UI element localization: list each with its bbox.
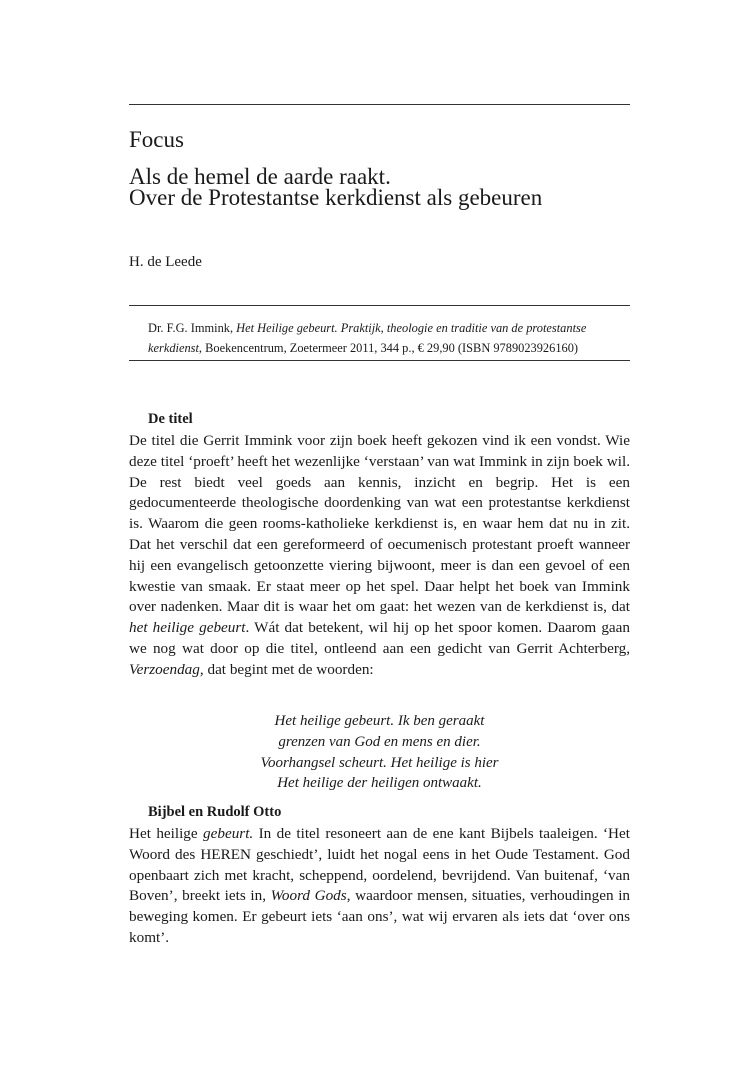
article-title	[129, 166, 542, 208]
poem-line: Voorhangsel scheurt. Het heilige is hier	[260, 754, 499, 771]
section-label: Focus	[129, 127, 184, 152]
poem-line: grenzen van God en mens en dier.	[278, 733, 481, 750]
top-rule	[129, 104, 630, 105]
title-line-1: Als de hemel de aarde raakt.	[129, 164, 391, 189]
review-top-rule	[129, 305, 630, 306]
review-book-title: Het Heilige gebeurt. Praktijk, theologie en traditie van de protestantse kerkdienst	[148, 321, 587, 355]
poem-line: Het heilige der heiligen ontwaakt.	[277, 775, 482, 792]
paragraph-text: De titel die Gerrit Immink voor zijn boek heeft gekozen vind ik een vondst. Wie deze titel ‘proeft’ heeft het wezenlijke ‘verstaan’ van wat Immink in zijn boek wil. De rest biedt veel goeds aan kennis, inzicht en begrip. Het is een gedocumenteerde theologische doordenking van wat een protestantse kerkdienst is. Waarom die geen rooms-katholieke kerkdienst is, en waar hem dat nu in zit. Dat het verschil dat een gereformeerd of oecumenisch protestant proeft wanneer hij een evangelisch getoonzette viering bijwoont, meer is dan een gevoel of een kwestie van smaak. Er staat meer op het spel. Daar helpt het boek van Immink over nadenken. Maar dit is waar het om gaat: het wezen van de kerkdienst is, dat	[129, 432, 630, 616]
paragraph-emphasis: het heilige gebeurt	[129, 619, 246, 637]
review-citation	[148, 318, 630, 358]
paragraph-text: , dat begint met de woorden:	[199, 660, 374, 678]
article-author: H. de Leede	[129, 254, 202, 270]
paragraph-text: In de titel resoneert aan de ene kant Bijbels taaleigen. ‘Het Woord des HEREN geschiedt’, luidt het nogal eens in het Oude Testament. God openbaart zich met kracht, scheppend, oordelend, bevrijdend. Van buitenaf, ‘van Boven’, breekt iets in,	[129, 825, 630, 905]
section-heading-de-titel: De titel	[148, 411, 193, 427]
poem	[129, 711, 630, 794]
paragraph-emphasis: Woord Gods	[270, 887, 347, 905]
paragraph-text: Het heilige	[129, 825, 204, 842]
review-publication: , Boekencentrum, Zoetermeer 2011, 344 p., € 29,90 (ISBN 9789023926160)	[198, 341, 579, 355]
paragraph-text: , waardoor mensen, situaties, verhoudingen in beweging komen. Er gebeurt iets ‘aan ons’, wat wij ervaren als iets dat ‘over ons komt’.	[129, 887, 631, 946]
paragraph-emphasis: gebeurt.	[203, 825, 254, 842]
paragraph-bijbel	[129, 824, 630, 949]
poem-line: Het heilige gebeurt. Ik ben geraakt	[274, 713, 485, 729]
poem-title-reference: Verzoendag	[129, 660, 200, 678]
paragraph-text: . Wát dat betekent, wil hij op het spoor komen. Daarom gaan we nog wat door op die titel, ontleend aan een gedicht van Gerrit Achterberg,	[129, 619, 630, 657]
section-heading-bijbel-en-rudolf-otto: Bijbel en Rudolf Otto	[148, 804, 282, 820]
review-author: Dr. F.G. Immink,	[148, 321, 237, 335]
review-bottom-rule	[129, 360, 630, 361]
title-line-2: Over de Protestantse kerkdienst als gebeuren	[129, 185, 543, 210]
paragraph-de-titel	[129, 431, 630, 681]
